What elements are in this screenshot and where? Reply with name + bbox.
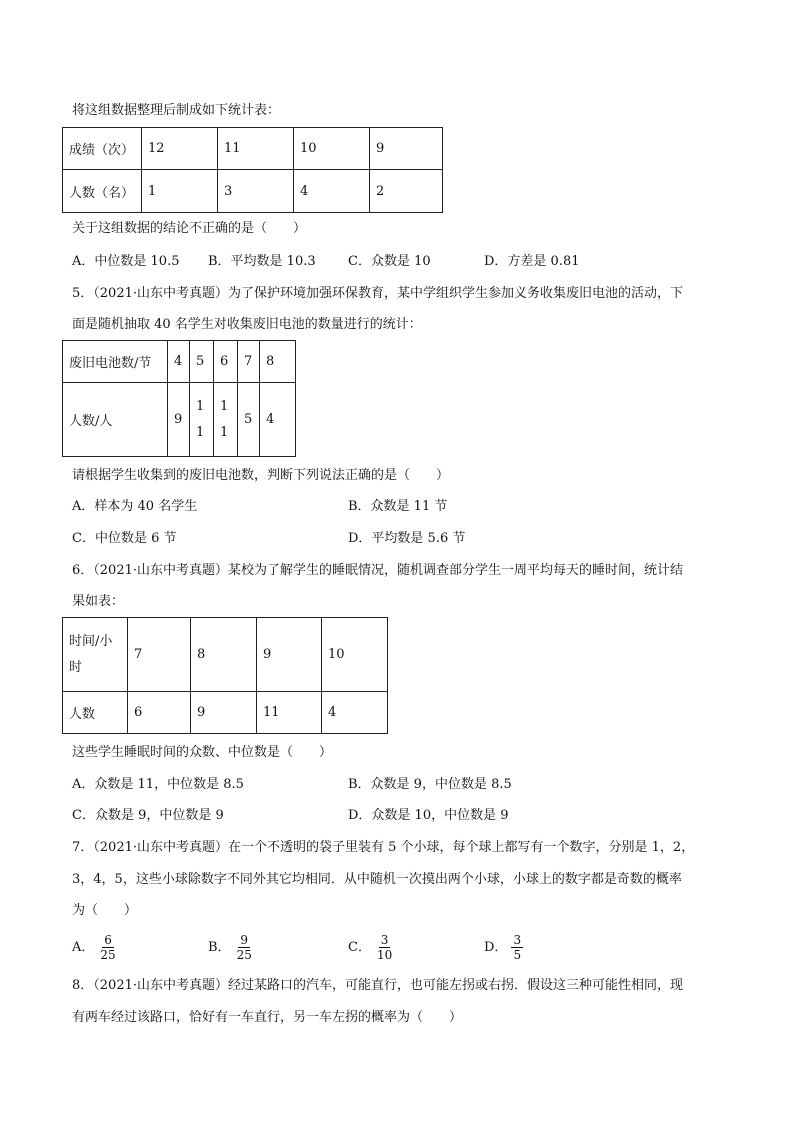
option-letter: C． bbox=[348, 940, 371, 955]
table-cell: 人数（名） bbox=[63, 170, 142, 213]
q7-stem-line2: 3，4，5，这些小球除数字不同外其它均相同．从中随机一次摸出两个小球，小球上的数字都是奇数的概率 bbox=[72, 872, 682, 887]
table-cell: 成绩（次） bbox=[63, 128, 142, 170]
table-cell bbox=[214, 383, 238, 457]
table-cell: 11 bbox=[257, 692, 322, 734]
cell-digit: 1 bbox=[196, 424, 205, 440]
q8-stem-line2: 有两车经过该路口，恰好有一车直行，另一车左拐的概率为（ ） bbox=[72, 1010, 463, 1025]
q5-battery-table bbox=[62, 340, 296, 457]
table-cell: 11 bbox=[218, 128, 294, 170]
table-cell bbox=[190, 383, 214, 457]
q5-stem-line1: 5．（2021·山东中考真题）为了保护环境加强环保教育，某中学组织学生参加义务收集废旧电池的活动，下 bbox=[72, 286, 683, 301]
q7-option-c bbox=[348, 930, 394, 966]
denominator: 5 bbox=[513, 948, 522, 962]
q6-stem-line2: 果如表： bbox=[72, 594, 125, 609]
fraction bbox=[375, 933, 394, 962]
table-row bbox=[63, 692, 388, 734]
numerator: 3 bbox=[513, 933, 522, 947]
q5-question: 请根据学生收集到的废旧电池数，判断下列说法正确的是（ ） bbox=[72, 468, 450, 483]
table-cell: 3 bbox=[218, 170, 294, 213]
table-row bbox=[63, 170, 443, 213]
q6-option-a: A．众数是 11，中位数是 8.5 bbox=[72, 777, 244, 792]
header-text: 时间/小 bbox=[69, 633, 113, 649]
table-cell: 7 bbox=[128, 618, 191, 692]
table-cell: 8 bbox=[191, 618, 257, 692]
table-cell: 10 bbox=[294, 128, 370, 170]
table-cell: 4 bbox=[322, 692, 388, 734]
fraction bbox=[511, 933, 523, 962]
q6-stem-line1: 6．（2021·山东中考真题）某校为了解学生的睡眠情况，随机调查部分学生一周平均每天的睡时间，统计结 bbox=[72, 563, 683, 578]
table-cell: 9 bbox=[370, 128, 443, 170]
q5-option-b: B．众数是 11 节 bbox=[348, 499, 448, 514]
table-cell: 9 bbox=[257, 618, 322, 692]
q7-option-a bbox=[72, 930, 118, 966]
table-cell bbox=[63, 618, 128, 692]
table-row bbox=[63, 383, 296, 457]
q6-option-b: B．众数是 9，中位数是 8.5 bbox=[348, 777, 512, 792]
table-row bbox=[63, 618, 388, 692]
table-row bbox=[63, 128, 443, 170]
table-cell: 9 bbox=[168, 383, 190, 457]
header-text: 时 bbox=[69, 659, 83, 675]
table-cell: 7 bbox=[238, 341, 260, 383]
q7-stem-line3: 为（ ） bbox=[72, 903, 138, 918]
denominator: 10 bbox=[376, 948, 393, 962]
q5-stem-line2: 面是随机抽取 40 名学生对收集废旧电池的数量进行的统计： bbox=[72, 317, 422, 332]
numerator: 6 bbox=[104, 933, 112, 947]
q6-option-c: C．众数是 9，中位数是 9 bbox=[72, 808, 224, 823]
table-cell: 2 bbox=[370, 170, 443, 213]
table-cell: 废旧电池数/节 bbox=[63, 341, 168, 383]
table-cell: 6 bbox=[128, 692, 191, 734]
table-cell: 6 bbox=[214, 341, 238, 383]
q4-intro: 将这组数据整理后制成如下统计表： bbox=[72, 103, 281, 118]
numerator: 9 bbox=[240, 933, 249, 947]
table-cell: 1 bbox=[142, 170, 218, 213]
table-cell: 5 bbox=[190, 341, 214, 383]
q5-option-d: D．平均数是 5.6 节 bbox=[348, 531, 466, 546]
option-letter: A． bbox=[72, 940, 95, 955]
q4-question: 关于这组数据的结论不正确的是（ ） bbox=[72, 221, 307, 236]
q6-sleep-table bbox=[62, 617, 388, 734]
q5-option-c: C．中位数是 6 节 bbox=[72, 531, 177, 546]
q6-question: 这些学生睡眠时间的众数、中位数是（ ） bbox=[72, 745, 333, 760]
q4-score-table bbox=[62, 127, 443, 213]
table-cell: 4 bbox=[260, 383, 296, 457]
cell-digit: 1 bbox=[220, 398, 229, 414]
q4-option-c: C．众数是 10 bbox=[348, 254, 431, 269]
table-cell: 8 bbox=[260, 341, 296, 383]
table-cell: 5 bbox=[238, 383, 260, 457]
q5-option-a: A．样本为 40 名学生 bbox=[72, 499, 198, 514]
q4-option-b: B．平均数是 10.3 bbox=[208, 254, 316, 269]
cell-digit: 1 bbox=[196, 398, 205, 414]
table-cell: 9 bbox=[191, 692, 257, 734]
fraction bbox=[98, 933, 117, 962]
table-cell: 人数/人 bbox=[63, 383, 168, 457]
table-cell: 10 bbox=[322, 618, 388, 692]
table-cell: 4 bbox=[168, 341, 190, 383]
table-cell: 12 bbox=[142, 128, 218, 170]
q7-option-d bbox=[484, 930, 523, 966]
denominator: 25 bbox=[100, 948, 116, 962]
cell-digit: 1 bbox=[220, 424, 229, 440]
q7-stem-line1: 7．（2021·山东中考真题）在一个不透明的袋子里装有 5 个小球，每个球上都写有一个数字，分别是 1，2， bbox=[72, 840, 695, 855]
q7-option-b bbox=[208, 930, 254, 966]
q6-option-d: D．众数是 10，中位数是 9 bbox=[348, 808, 509, 823]
option-letter: B． bbox=[208, 940, 231, 955]
numerator: 3 bbox=[380, 933, 389, 947]
denominator: 25 bbox=[236, 948, 252, 962]
option-letter: D． bbox=[484, 940, 508, 955]
table-cell: 4 bbox=[294, 170, 370, 213]
q4-option-d: D．方差是 0.81 bbox=[484, 254, 580, 269]
q4-option-a: A．中位数是 10.5 bbox=[72, 254, 180, 269]
table-cell: 人数 bbox=[63, 692, 128, 734]
q8-stem-line1: 8．（2021·山东中考真题）经过某路口的汽车，可能直行，也可能左拐或右拐．假设这三种可能性相同，现 bbox=[72, 978, 683, 993]
fraction bbox=[235, 933, 254, 962]
table-row bbox=[63, 341, 296, 383]
